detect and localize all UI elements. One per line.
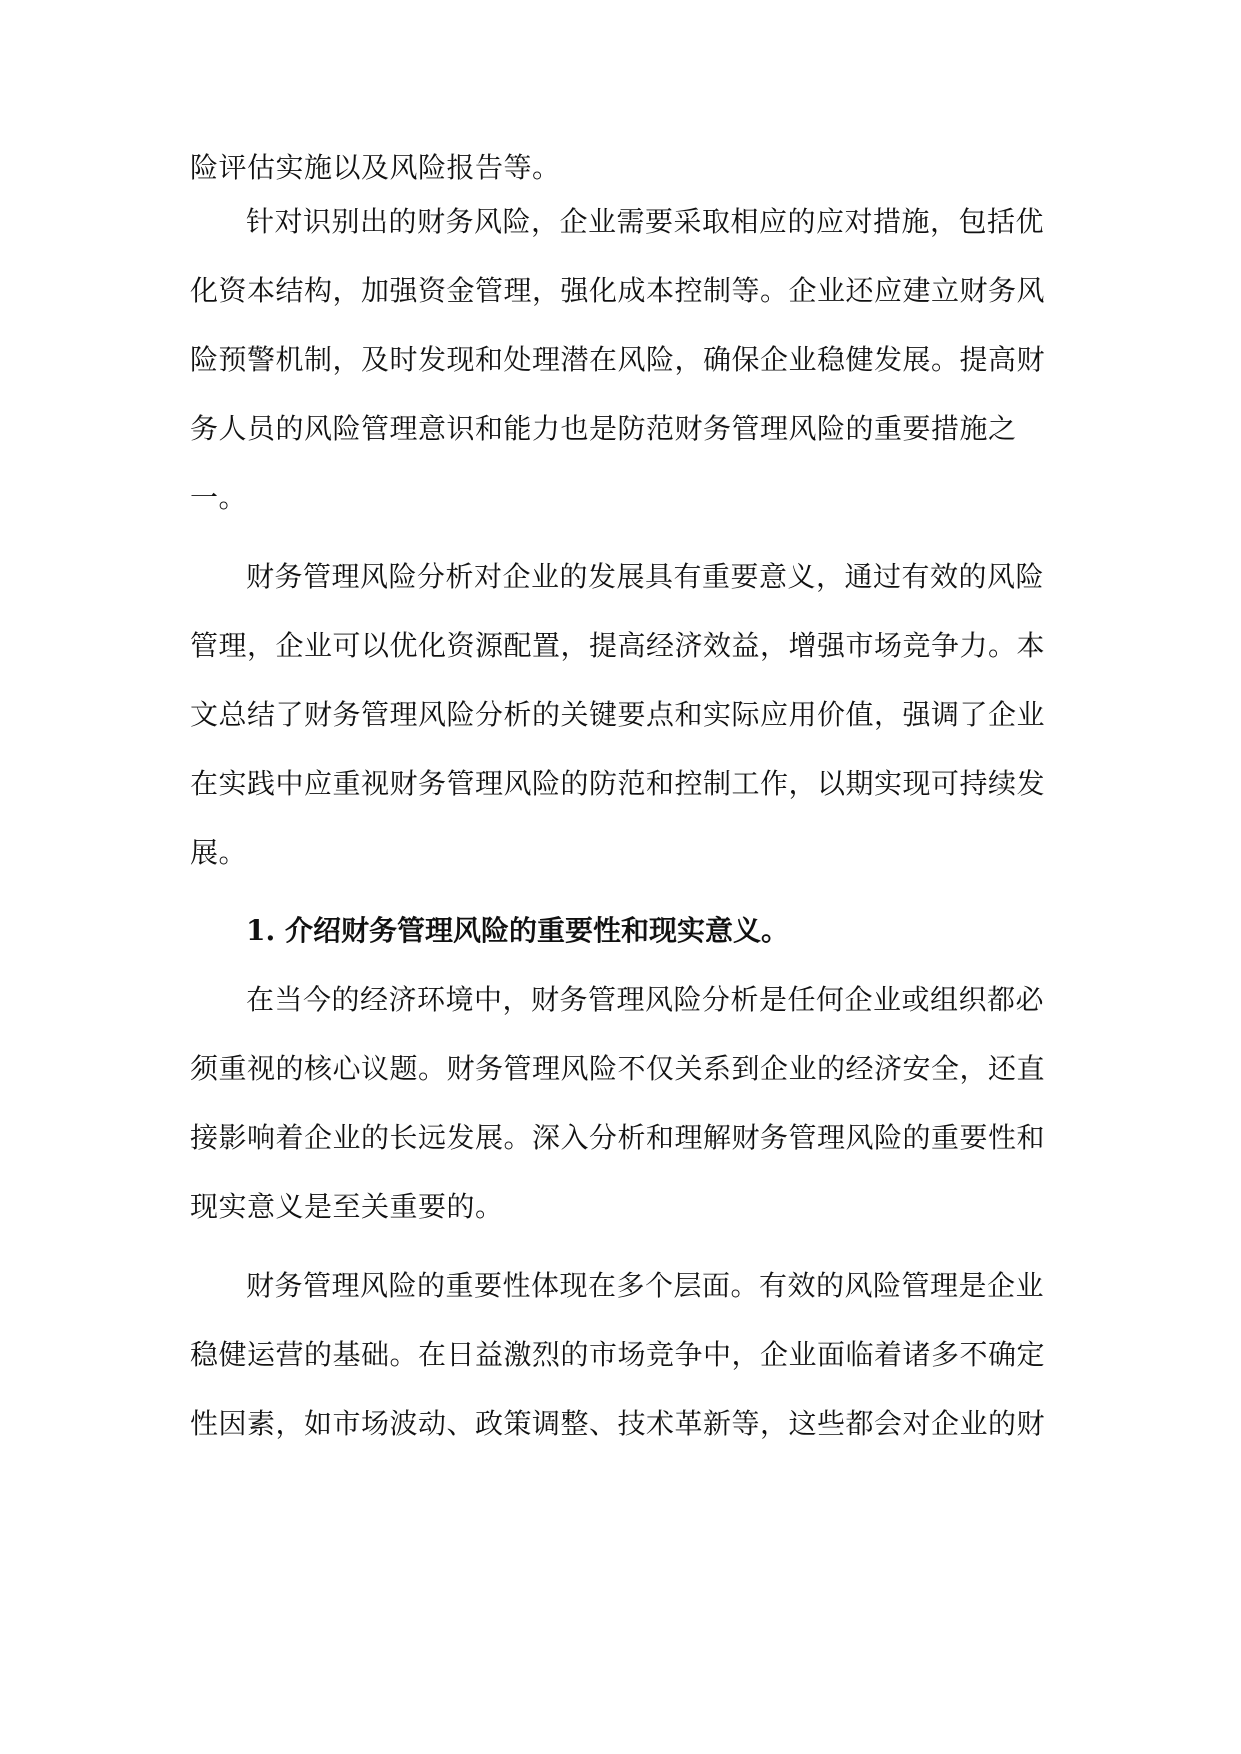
text-line: 管理，企业可以优化资源配置，提高经济效益，增强市场竞争力。本 bbox=[190, 629, 1046, 662]
text-line: 险预警机制，及时发现和处理潜在风险，确保企业稳健发展。提高财 bbox=[190, 343, 1046, 376]
text-line: 文总结了财务管理风险分析的关键要点和实际应用价值，强调了企业 bbox=[190, 698, 1046, 731]
text-line: 一。 bbox=[190, 481, 248, 514]
text-line: 性因素，如市场波动、政策调整、技术革新等，这些都会对企业的财 bbox=[190, 1407, 1046, 1440]
text-line: 在实践中应重视财务管理风险的防范和控制工作，以期实现可持续发 bbox=[190, 767, 1046, 800]
text-line: 现实意义是至关重要的。 bbox=[190, 1190, 504, 1223]
text-line: 展。 bbox=[190, 836, 248, 869]
text-line: 险评估实施以及风险报告等。 bbox=[190, 151, 561, 184]
text-line: 在当今的经济环境中，财务管理风险分析是任何企业或组织都必 bbox=[246, 983, 1045, 1016]
text-line: 财务管理风险分析对企业的发展具有重要意义，通过有效的风险 bbox=[246, 560, 1045, 593]
text-line: 须重视的核心议题。财务管理风险不仅关系到企业的经济安全，还直 bbox=[190, 1052, 1046, 1085]
text-line: 化资本结构，加强资金管理，强化成本控制等。企业还应建立财务风 bbox=[190, 274, 1046, 307]
text-line: 接影响着企业的长远发展。深入分析和理解财务管理风险的重要性和 bbox=[190, 1121, 1046, 1154]
text-line: 财务管理风险的重要性体现在多个层面。有效的风险管理是企业 bbox=[246, 1269, 1045, 1302]
text-line: 针对识别出的财务风险，企业需要采取相应的应对措施，包括优 bbox=[246, 205, 1045, 238]
section-heading: 1. 介绍财务管理风险的重要性和现实意义。 bbox=[246, 914, 789, 947]
text-line: 务人员的风险管理意识和能力也是防范财务管理风险的重要措施之 bbox=[190, 412, 1017, 445]
text-line: 稳健运营的基础。在日益激烈的市场竞争中，企业面临着诸多不确定 bbox=[190, 1338, 1046, 1371]
